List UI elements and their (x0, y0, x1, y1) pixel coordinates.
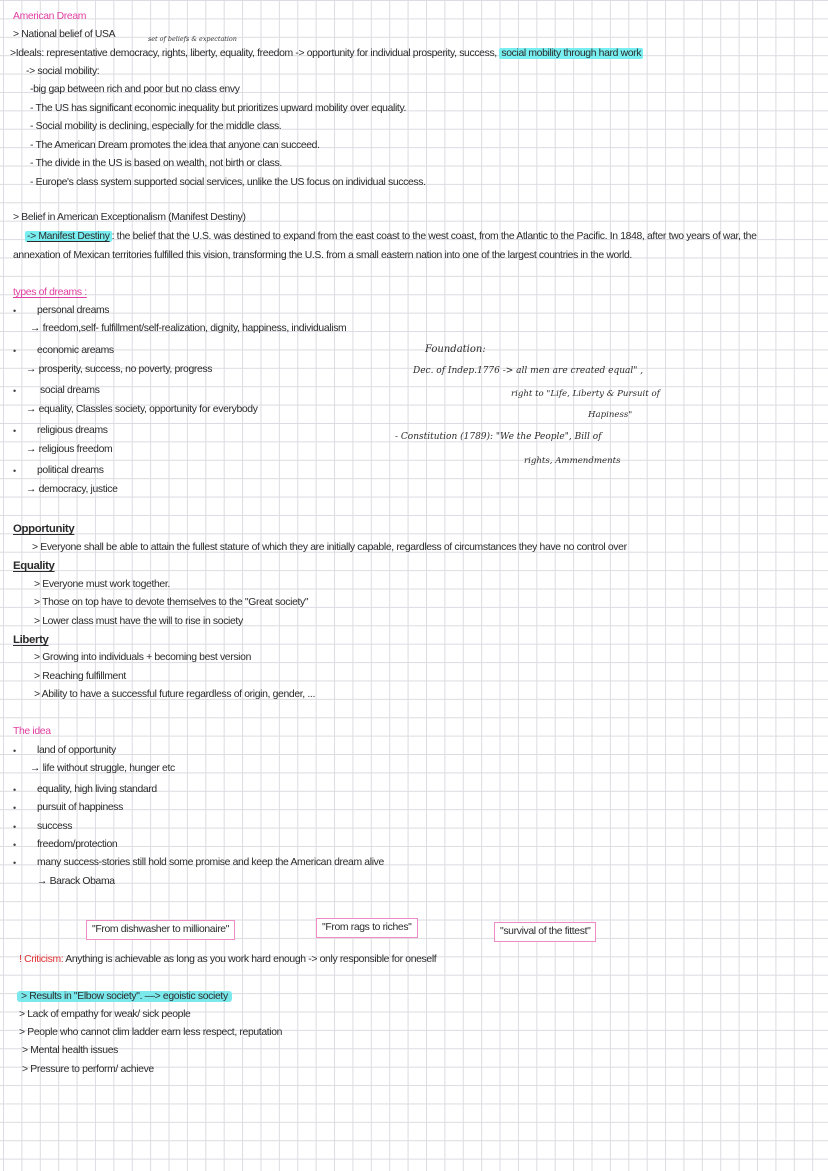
foundation-line: - Constitution (1789): "We the People", Bill of (395, 432, 602, 442)
handwritten-annotation: set of beliefs & expectation (148, 35, 237, 43)
ideals-highlight: social mobility through hard work (501, 48, 642, 59)
opportunity-heading: Opportunity (13, 523, 75, 535)
idea-item: success (37, 821, 73, 832)
foundation-line: rights, Ammendments (524, 456, 621, 466)
dream-type-name: religious dreams (37, 425, 108, 436)
criticism-text: Anything is achievable as long as you work hard enough -> only responsible for oneself (65, 954, 437, 965)
dream-type-detail: → equality, Classles society, opportunity for everybody (26, 404, 258, 415)
idea-item: freedom/protection (37, 839, 118, 850)
manifest-destiny-line (25, 230, 757, 244)
ideals-text: >Ideals: representative democracy, rights, liberty, equality, freedom -> opportunity for individual prosperity, success, (10, 48, 497, 59)
criticism-point: > People who cannot clim ladder earn less respect, reputation (19, 1027, 283, 1038)
equality-heading: Equality (13, 560, 55, 572)
liberty-point: > Growing into individuals + becoming best version (34, 652, 251, 663)
dream-type-name: political dreams (37, 465, 104, 476)
liberty-heading: Liberty (13, 634, 49, 646)
bullet-icon: • (13, 858, 16, 868)
foundation-title: Foundation: (425, 344, 486, 355)
idea-item: → Barack Obama (37, 876, 115, 887)
bullet-icon: • (13, 306, 16, 316)
exceptionalism-heading: > Belief in American Exceptionalism (Manifest Destiny) (13, 212, 246, 223)
dream-type-name: personal dreams (37, 305, 110, 316)
bullet-icon: • (13, 746, 16, 756)
dream-type-detail: → prosperity, success, no poverty, progress (26, 364, 213, 375)
criticism-line (19, 953, 436, 967)
quote-box: "survival of the fittest" (494, 922, 596, 942)
foundation-line: right to "Life, Liberty & Pursuit of (511, 389, 660, 399)
foundation-line: Dec. of Indep.1776 -> all men are created equal" , (413, 366, 644, 376)
quote-box: "From dishwasher to millionaire" (86, 920, 235, 940)
social-mobility-point: - The American Dream promotes the idea that anyone can succeed. (30, 140, 320, 151)
social-mobility-heading: -> social mobility: (26, 66, 100, 77)
idea-item: land of opportunity (37, 745, 116, 756)
criticism-point: > Lack of empathy for weak/ sick people (19, 1009, 191, 1020)
bullet-icon: • (13, 426, 16, 436)
national-belief: > National belief of USA (13, 29, 116, 40)
social-mobility-point: - The US has significant economic inequality but prioritizes upward mobility over equality. (30, 103, 407, 114)
results-line (17, 990, 232, 1004)
quote-box: "From rags to riches" (316, 918, 418, 938)
dream-type-detail: → democracy, justice (26, 484, 118, 495)
dream-type-detail: → religious freedom (26, 444, 113, 455)
equality-point: > Those on top have to devote themselves to the "Great society" (34, 597, 309, 608)
bullet-icon: • (13, 822, 16, 832)
bullet-icon: • (13, 803, 16, 813)
criticism-point: > Mental health issues (22, 1045, 118, 1056)
dream-type-name: economic areams (37, 345, 114, 356)
bullet-icon: • (13, 840, 16, 850)
foundation-line: Hapiness" (588, 410, 633, 420)
idea-item: → life without struggle, hunger etc (30, 763, 175, 774)
manifest-destiny-continuation: annexation of Mexican territories fulfilled this vision, transforming the U.S. from a small eastern nation into one of the largest countries in the world. (13, 250, 632, 261)
idea-item: equality, high living standard (37, 784, 157, 795)
social-mobility-point: - The divide in the US is based on wealth, not birth or class. (30, 158, 282, 169)
manifest-destiny-term: -> Manifest Destiny (27, 231, 110, 242)
equality-point: > Everyone must work together. (34, 579, 170, 590)
idea-item: many success-stories still hold some promise and keep the American dream alive (37, 857, 384, 868)
idea-item: pursuit of happiness (37, 802, 123, 813)
equality-point: > Lower class must have the will to rise in society (34, 616, 243, 627)
bullet-icon: • (13, 346, 16, 356)
social-mobility-point: -big gap between rich and poor but no class envy (30, 84, 240, 95)
liberty-point: > Reaching fulfillment (34, 671, 126, 682)
types-of-dreams-heading: types of dreams : (13, 287, 87, 298)
manifest-destiny-definition: : the belief that the U.S. was destined to expand from the east coast to the west coast, from the Atlantic to the Pacific. In 1848, after two years of war, the (111, 231, 757, 242)
criticism-label: ! Criticism: (19, 954, 64, 965)
bullet-icon: • (13, 386, 16, 396)
dream-type-detail: → freedom,self- fulfillment/self-realization, dignity, happiness, individualism (30, 323, 347, 334)
bullet-icon: • (13, 466, 16, 476)
liberty-point: > Ability to have a successful future regardless of origin, gender, ... (34, 689, 315, 700)
page-title: American Dream (13, 11, 87, 22)
results-highlight: > Results in "Elbow society". —> egoistic society (17, 991, 232, 1002)
bullet-icon: • (13, 785, 16, 795)
the-idea-heading: The idea (13, 726, 51, 737)
ideals-line (10, 47, 643, 61)
social-mobility-point: - Europe's class system supported social services, unlike the US focus on individual success. (30, 177, 426, 188)
criticism-point: > Pressure to perform/ achieve (22, 1064, 154, 1075)
dream-type-name: social dreams (40, 385, 100, 396)
social-mobility-point: - Social mobility is declining, especially for the middle class. (30, 121, 282, 132)
opportunity-text: > Everyone shall be able to attain the fullest stature of which they are initially capable, regardless of circumstances they have no control over (32, 542, 627, 553)
